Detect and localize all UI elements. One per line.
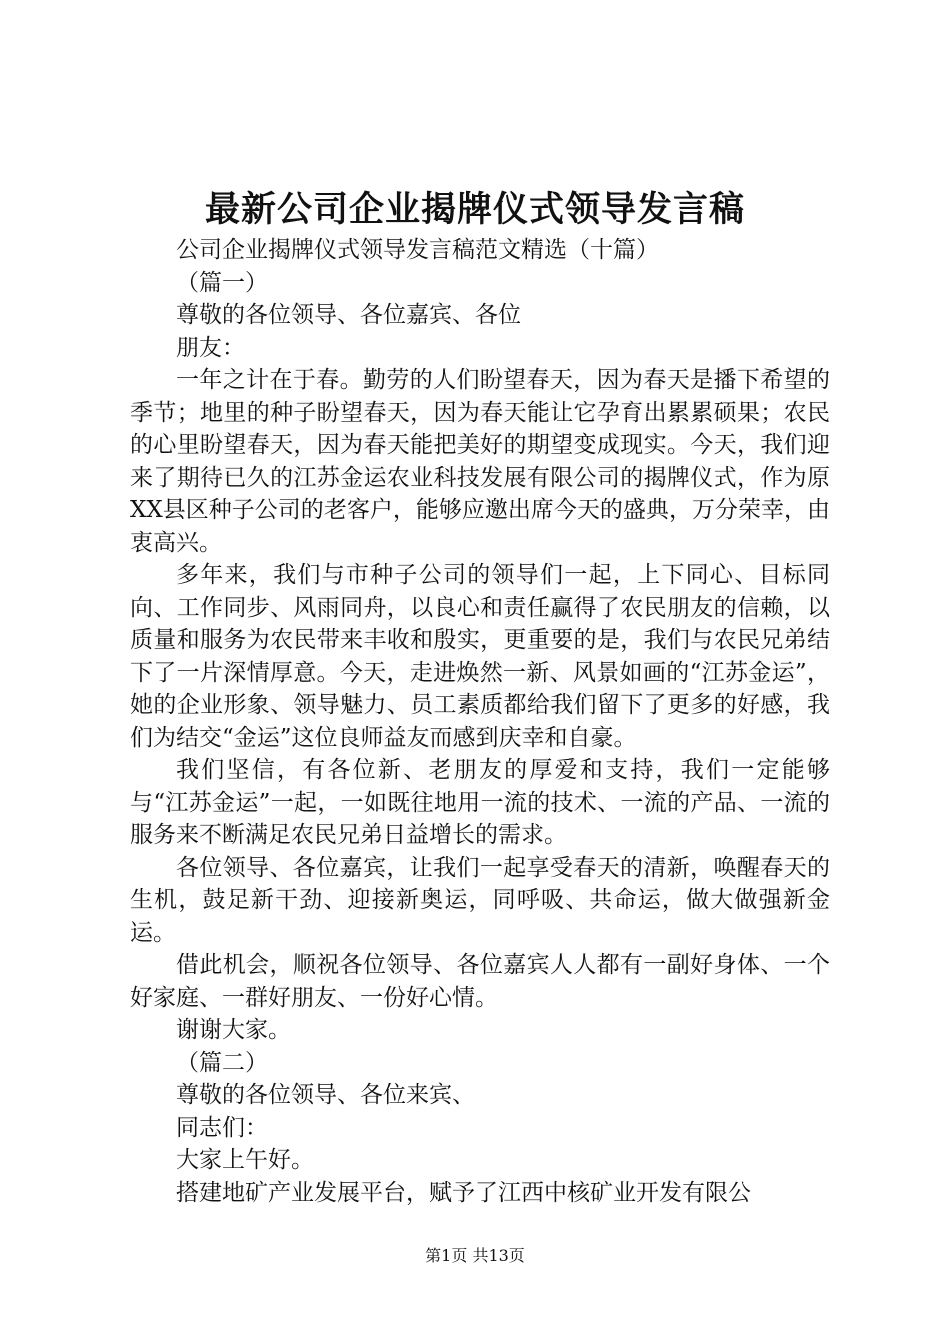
- subtitle-paragraph: 公司企业揭牌仪式领导发言稿范文精选（十篇）: [176, 237, 659, 263]
- closing-line: 谢谢大家。: [176, 1017, 291, 1043]
- salutation-line: 尊敬的各位领导、各位来宾、: [176, 1082, 475, 1108]
- salutation-line: 同志们：: [176, 1114, 268, 1141]
- body-paragraph: 借此机会，顺祝各位领导、各位嘉宾人人都有一副好身体、一个好家庭、一群好朋友、一份好心情。: [130, 952, 830, 1011]
- salutation-line: 尊敬的各位领导、各位嘉宾、各位: [176, 302, 521, 328]
- body-paragraph: 多年来，我们与市种子公司的领导们一起，上下同心、目标同向、工作同步、风雨同舟，以良心和责任赢得了农民朋友的信赖，以质量和服务为农民带来丰收和殷实，更重要的是，我们与农民兄弟结下了一片深情厚意。今天，走进焕然一新、风景如画的“江苏金运”，她的企业形象、领导魅力、员工素质都给我们留下了更多的好感，我们为结交“金运”这位良师益友而感到庆幸和自豪。: [130, 562, 830, 751]
- body-paragraph: 一年之计在于春。勤劳的人们盼望春天，因为春天是播下希望的季节；地里的种子盼望春天，因为春天能让它孕育出累累硕果；农民的心里盼望春天，因为春天能把美好的期望变成现实。今天，我们迎来了期待已久的江苏金运农业科技发展有限公司的揭牌仪式，作为原XX县区种子公司的老客户，能够应邀出席今天的盛典，万分荣幸，由衷高兴。: [130, 367, 830, 556]
- document-body: [130, 234, 830, 1209]
- body-paragraph: 搭建地矿产业发展平台，赋予了江西中核矿业开发有限公: [176, 1179, 751, 1206]
- section-heading-1: （篇一）: [176, 269, 268, 296]
- section-heading-2: （篇二）: [176, 1049, 268, 1076]
- greeting-line: 大家上午好。: [176, 1147, 314, 1173]
- page-footer: 第1页 共13页: [425, 1246, 525, 1265]
- document-title: 最新公司企业揭牌仪式领导发言稿: [204, 189, 745, 230]
- body-paragraph: 我们坚信，有各位新、老朋友的厚爱和支持，我们一定能够与“江苏金运”一起，一如既往地用一流的技术、一流的产品、一流的服务来不断满足农民兄弟日益增长的需求。: [130, 757, 830, 848]
- salutation-line: 朋友：: [176, 334, 245, 361]
- body-paragraph: 各位领导、各位嘉宾，让我们一起享受春天的清新，唤醒春天的生机，鼓足新干劲、迎接新奥运，同呼吸、共命运，做大做强新金运。: [130, 854, 830, 946]
